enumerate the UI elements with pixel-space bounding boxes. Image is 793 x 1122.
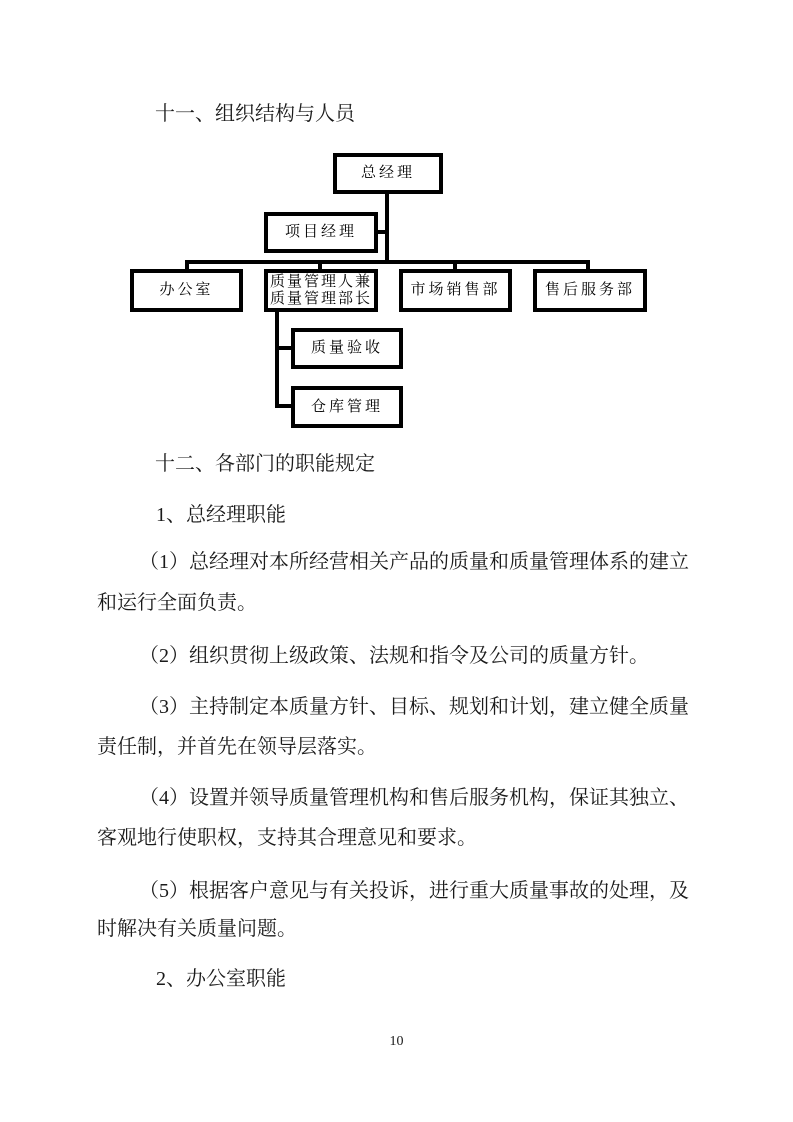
paragraph-line: 责任制，并首先在领导层落实。 [97, 736, 377, 758]
paragraph-line: （4）设置并领导质量管理机构和售后服务机构，保证其独立、 [139, 787, 689, 809]
paragraph-line: 客观地行使职权，支持其合理意见和要求。 [97, 827, 477, 849]
org-node-general-manager [333, 153, 443, 194]
connector-line [185, 260, 590, 264]
org-node-label: 质量管理人兼 质量管理部长 [269, 273, 372, 307]
paragraph-line: （2）组织贯彻上级政策、法规和指令及公司的质量方针。 [139, 645, 649, 667]
org-node-marketing-sales-dept [399, 269, 512, 312]
section-12-heading: 十二、各部门的职能规定 [155, 453, 375, 475]
connector-line [385, 193, 389, 264]
org-node-warehouse-management [291, 386, 403, 428]
page-number: 10 [389, 1034, 404, 1049]
org-node-project-manager [264, 212, 378, 253]
org-node-quality-manager [264, 269, 378, 312]
connector-line [275, 312, 279, 408]
org-node-quality-acceptance [291, 328, 403, 369]
org-node-after-sales-dept [533, 269, 647, 312]
org-node-label: 项目经理 [284, 224, 357, 240]
office-duties-heading: 2、办公室职能 [156, 968, 286, 990]
paragraph-line: 时解决有关质量问题。 [97, 918, 297, 940]
org-node-label: 市场销售部 [410, 282, 501, 298]
org-node-label: 质量验收 [310, 340, 383, 356]
paragraph-line: （5）根据客户意见与有关投诉，进行重大质量事故的处理，及 [139, 880, 689, 902]
gm-duties-heading: 1、总经理职能 [156, 504, 286, 526]
org-node-office [130, 269, 243, 312]
org-node-label: 办公室 [159, 282, 214, 298]
connector-line [378, 230, 389, 234]
paragraph-line: （1）总经理对本所经营相关产品的质量和质量管理体系的建立 [139, 551, 689, 573]
paragraph-line: 和运行全面负责。 [97, 592, 257, 614]
org-node-label: 仓库管理 [310, 398, 383, 415]
section-11-heading: 十一、组织结构与人员 [155, 103, 355, 125]
org-node-label: 售后服务部 [544, 282, 635, 298]
org-node-label: 总经理 [360, 165, 415, 181]
paragraph-line: （3）主持制定本质量方针、目标、规划和计划，建立健全质量 [139, 696, 689, 718]
